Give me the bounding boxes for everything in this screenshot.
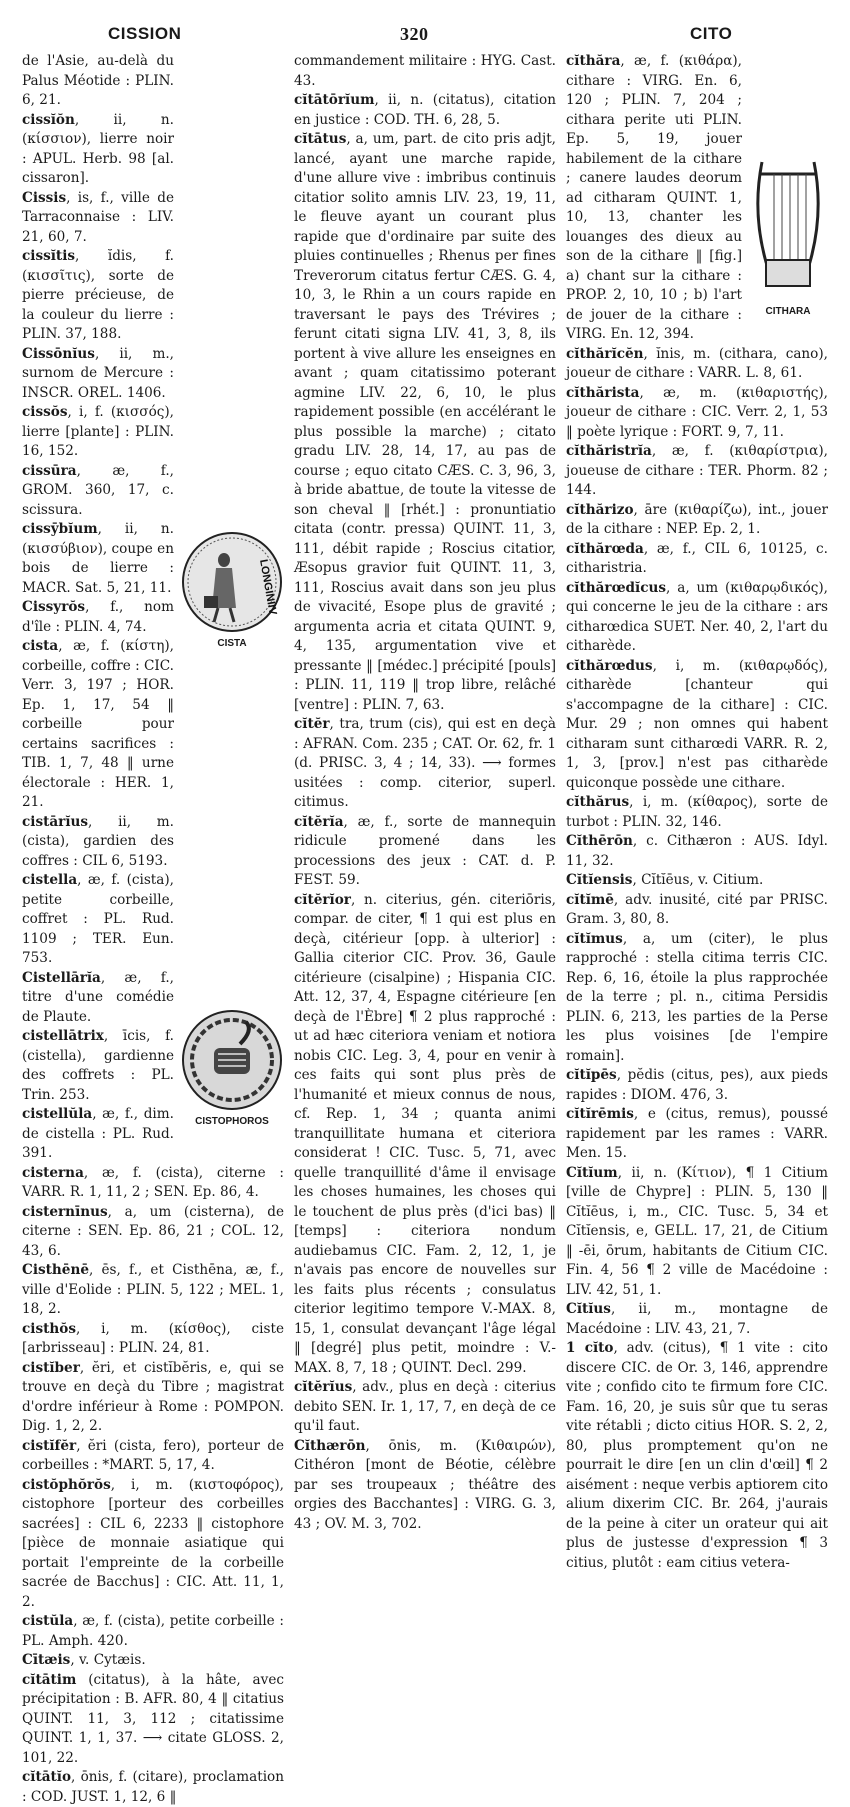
entry-headword: Cĭthærōn xyxy=(294,1437,366,1454)
dictionary-entry: cistellātrix, īcis, f. (cistella), gardienne des coffrets : PL. Trin. 253. xyxy=(22,1028,174,1103)
entry-headword: Cistellārĭa xyxy=(22,969,101,986)
dictionary-entry: de l'Asie, au-delà du Palus Méotide : PLIN. 6, 21. xyxy=(22,53,174,108)
dictionary-entry: cĭtĭmē, adv. inusité, cité par PRISC. Gram. 3, 80, 8. xyxy=(566,891,828,927)
dictionary-entry: Cisthēnē, ēs, f., et Cisthēna, æ, f., ville d'Eolide : PLIN. 5, 122 ; MEL. 1, 18, 2. xyxy=(22,1262,284,1317)
dictionary-entry: cissūra, æ, f., GROM. 360, 17, c. scissura. xyxy=(22,462,174,518)
dictionary-entry: cĭtātus, a, um, part. de cito pris adjt, lancé, ayant une marche rapide, d'une allure vive : imbribus continuis citatior solito amnis LIV. 23, 19, 11, le fleuve ayant un courant plus rapide que d'ordinaire par suite des pluies continuelles ; Rhenus per fines Treverorum citatus fertur CÆS. G. 4, 10, 3, le Rhin a un cours rapide en traversant le pays des Trévires ; ferunt citati signa LIV. 41, 3, 8, ils portent à vive allure les enseignes en avant ; quam citatissimo poterant agmine LIV. 22, 6, 10, le plus rapidement possible (en accélérant le plus possible la marche) ; citato gradu LIV. 28, 14, 17, au pas de course ; equo citato CÆS. C. 3, 96, 3, à bride abattue, de toute la vitesse de son cheval ‖ [rhét.] : pronuntiatio citata (contr. pressa) QUINT. 11, 3, 111, débit rapide ; Roscius citatior, Æsopus gravior fuit QUINT. 11, 3, 111, Roscius avait dans son jeu plus de vivacité, Esope plus de gravité ; argumenta acria et citata QUINT. 9, 4, 135, argumentation vive et pressante ‖ [médec.] précipité [pouls] : PLIN. 11, 119 ‖ trop libre, relâché [ventre] : PLIN. 7, 63. xyxy=(294,131,556,713)
entry-headword: cĭtĕr xyxy=(294,716,330,732)
entry-headword: Cisthēnē xyxy=(22,1262,89,1278)
coin-legend: LONGINIIV xyxy=(257,558,279,616)
entry-headword: cĭthărista xyxy=(566,384,640,401)
entry-headword: cissȳbĭum xyxy=(22,521,98,537)
dictionary-entry: cisternīnus, a, um (cisterna), de citerne : SEN. Ep. 86, 21 ; COL. 12, 43, 6. xyxy=(22,1203,284,1259)
dictionary-entry: Cissis, is, f., ville de Tarraconnaise : LIV. 21, 60, 7. xyxy=(22,189,174,245)
dictionary-entry: cĭthărœdus, i, m. (κιθαρῳδός), citharède [chanteur qui s'accompagne de la cithare] : CIC. Mur. 29 ; non omnes qui habent citharam sunt citharœdi VARR. R. 2, 1, 3, [prov.] n'est pas citharède quiconque possède une cithare. xyxy=(566,657,828,791)
entry-headword: cĭtĭpēs xyxy=(566,1067,617,1083)
entry-headword: cistārĭus xyxy=(22,813,89,830)
dictionary-entry: cistĭfĕr, ĕri (cista, fero), porteur de corbeilles : *MART. 5, 17, 4. xyxy=(22,1437,284,1473)
dictionary-entry: cĭthărizo, āre (κιθαρίζω), int., jouer de la cithare : NEP. Ep. 2, 1. xyxy=(566,501,828,537)
cistophoros-figure xyxy=(180,1008,284,1132)
cithara-figure xyxy=(748,152,828,322)
dictionary-entry: cĭthărĭcĕn, ĭnis, m. (cithara, cano), joueur de cithare : VARR. L. 8, 61. xyxy=(566,345,828,381)
entry-headword: cĭtĕrĭus xyxy=(294,1379,353,1395)
entry-headword: cissūra xyxy=(22,462,77,479)
dictionary-entry: cĭthărœda, æ, f., CIL 6, 10125, c. citharistria. xyxy=(566,540,828,576)
dictionary-entry: cisthŏs, i, m. (κίσθος), ciste [arbrisseau] : PLIN. 24, 81. xyxy=(22,1320,284,1356)
entry-headword: Cissyrŏs xyxy=(22,599,86,615)
entry-headword: Cĭthērōn xyxy=(566,833,633,849)
column-right xyxy=(566,52,828,1571)
cistophoros-coin-image xyxy=(180,1008,284,1112)
entry-headword: cĭtĭmus xyxy=(566,930,623,947)
dictionary-entry: cĭthărus, i, m. (κίθαρος), sorte de turbot : PLIN. 32, 146. xyxy=(566,794,828,830)
entry-headword: cissŏs xyxy=(22,404,68,420)
entry-headword: cĭthăristrĭa xyxy=(566,443,652,459)
entry-headword: cĭthărus xyxy=(566,794,630,810)
column-left xyxy=(22,52,284,1805)
entry-headword: 1 cĭto xyxy=(566,1340,614,1356)
dictionary-entry: Cĭtĭus, ii, m., montagne de Macédoine : LIV. 43, 21, 7. xyxy=(566,1301,828,1337)
entry-headword: cistŭla xyxy=(22,1613,74,1629)
dictionary-entry: cissŏs, i, f. (κισσός), lierre [plante] : PLIN. 16, 152. xyxy=(22,404,174,459)
dictionary-entry: Cītæis, v. Cytæis. xyxy=(22,1652,146,1668)
dictionary-entry: Cĭtĭensis, Cĭtĭēus, v. Citium. xyxy=(566,872,764,888)
dictionary-entry: cistĭber, ĕri, et cistĭbĕris, e, qui se trouve en deçà du Tibre ; magistrat d'ordre inférieur à Rome : POMPON. Dig. 1, 2, 2. xyxy=(22,1359,284,1434)
dictionary-entry: Cĭthērōn, c. Cithæron : AUS. Idyl. 11, 32. xyxy=(566,833,828,869)
entry-headword: cisterna xyxy=(22,1164,84,1181)
entry-headword: cista xyxy=(22,638,59,654)
entry-headword: cistŏphŏrŏs xyxy=(22,1476,111,1493)
entry-headword: cĭtātim xyxy=(22,1671,77,1688)
entry-headword: cĭthărœdus xyxy=(566,657,653,674)
dictionary-entry: Cĭtĭum, ii, n. (Κίτιον), ¶ 1 Citium [ville de Chypre] : PLIN. 5, 130 ‖ Cĭtĭēus, i, m., CIC. Tusc. 5, 34 et Cĭtĭensis, e, GELL. 17, 21, de Citium ‖ -ēi, ōrum, habitants de Citium CIC. Fin. 4, 56 ¶ 2 ville de Macédoine : LIV. 42, 51, 1. xyxy=(566,1164,828,1298)
entry-headword: cĭthărizo xyxy=(566,501,634,518)
entry-headword: cĭtĕrĭa xyxy=(294,813,344,830)
entry-headword: cistella xyxy=(22,872,78,888)
entry-headword: cisthŏs xyxy=(22,1320,76,1337)
page-number: 320 xyxy=(400,24,429,44)
dictionary-entry: cissĭtis, ĭdis, f. (κισσῖτις), sorte de pierre précieuse, de la couleur du lierre : PLIN. 37, 188. xyxy=(22,248,174,342)
dictionary-entry: Cissōnĭus, ii, m., surnom de Mercure : INSCR. OREL. 1406. xyxy=(22,345,174,401)
entry-headword: cĭthărĭcĕn xyxy=(566,345,644,362)
dictionary-entry: cistŭla, æ, f. (cista), petite corbeille : PL. Amph. 420. xyxy=(22,1613,284,1649)
dictionary-entry: cĭtĕrĭa, æ, f., sorte de mannequin ridicule promené dans les processions des jeux : CAT. d. P. FEST. 59. xyxy=(294,813,556,888)
columns xyxy=(22,52,828,1805)
dictionary-entry: cĭtĭmus, a, um (citer), le plus rapproché : stella citima terris CIC. Rep. 6, 16, étoile la plus rapprochée de la terre ; pl. n., citima Persidis PLIN. 6, 213, les parties de la Perse les plus voisines [de l'empire romain]. xyxy=(566,930,828,1064)
header-left-guideword: CISSION xyxy=(108,24,182,43)
dictionary-entry: cĭtātōrĭum, ii, n. (citatus), citation en justice : COD. TH. 6, 28, 5. xyxy=(294,92,556,128)
entry-headword: cĭtātus xyxy=(294,131,347,147)
entry-headword: Cītæis xyxy=(22,1652,71,1668)
dictionary-entry: cĭtĕr, tra, trum (cis), qui est en deçà : AFRAN. Com. 235 ; CAT. Or. 62, fr. 1 (d. PRISC. 3, 4 ; 14, 33). ⟶ formes usitées : comp. citerior, superl. citimus. xyxy=(294,716,556,810)
entry-headword: cĭtĭrēmis xyxy=(566,1106,634,1122)
entry-headword: cĭthărœda xyxy=(566,540,644,557)
dictionary-entry: cĭthăra, æ, f. (κιθάρα), cithare : VIRG. En. 6, 120 ; PLIN. 7, 204 ; cithara perite uti PLIN. Ep. 5, 19, jouer habilement de la cithare ; canere laudes deorum ad citharam QUINT. 1, 10, 13, chanter les louanges des dieux au son de la cithare ‖ [fig.] a) chant sur la cithare : PROP. 2, 10, 10 ; b) l'art de jouer de la cithare : VIRG. En. 12, 394. xyxy=(566,53,742,342)
entry-headword: Cissōnĭus xyxy=(22,345,95,362)
entry-headword: cĭthăra xyxy=(566,53,621,69)
dictionary-entry: cĭtĭpēs, pĕdis (citus, pes), aux pieds rapides : DIOM. 476, 3. xyxy=(566,1067,828,1103)
entry-headword: Cĭtĭus xyxy=(566,1301,611,1317)
dictionary-entry: cissȳbĭum, ii, n. (κισσύβιον), coupe en bois de lierre : MACR. Sat. 5, 21, 11. xyxy=(22,521,174,596)
entry-headword: cĭthărœdĭcus xyxy=(566,579,667,596)
dictionary-entry: commandement militaire : HYG. Cast. 43. xyxy=(294,53,556,89)
cithara-caption: CITHARA xyxy=(765,306,811,317)
header-right-guideword: CITO xyxy=(690,24,733,43)
entry-headword: cisternīnus xyxy=(22,1203,108,1220)
entry-headword: Cissis xyxy=(22,189,67,206)
dictionary-entry: cĭthăristrĭa, æ, f. (κιθαρίστρια), joueuse de cithare : TER. Phorm. 82 ; 144. xyxy=(566,443,828,498)
entry-headword: cĭtātĭo xyxy=(22,1769,72,1785)
dictionary-entry: Cĭthærōn, ōnis, m. (Κιθαιρών), Cithéron [mont de Béotie, célèbre par ses troupeaux ; théâtre des orgies des Bacchantes] : VIRG. G. 3, 43 ; OV. M. 3, 702. xyxy=(294,1437,556,1532)
entry-headword: cĭtĕrĭor xyxy=(294,891,351,908)
cithara-image xyxy=(748,152,828,302)
entry-headword: cistĭber xyxy=(22,1359,80,1376)
dictionary-entry: cissĭŏn, ii, n. (κίσσιον), lierre noir : APUL. Herb. 98 [al. cissaron]. xyxy=(22,111,174,186)
dictionary-entry: cĭtātĭo, ōnis, f. (citare), proclamation : COD. JUST. 1, 12, 6 ‖ xyxy=(22,1769,284,1805)
page-header xyxy=(22,18,828,52)
column-middle xyxy=(294,52,556,1532)
dictionary-entry: cĭtĕrĭor, n. citerius, gén. citeriōris, compar. de citer, ¶ 1 qui est plus en deçà, citérieur [opp. à ulterior] : Gallia citerior CIC. Prov. 36, Gaule citérieure (cisalpine) ; Hispania CIC. Att. 12, 37, 4, Espagne citérieure [en deçà de l'Èbre] ¶ 2 plus rapproché : ut ad hæc citeriora veniam et notiora nobis CIC. Leg. 3, 4, pour en venir à ces faits qui sont plus près de l'humanité et mieux connus de nous, cf. Rep. 1, 34 ; quanta animi tranquillitate humana et citeriora considerat ! CIC. Tusc. 5, 71, avec quelle tranquillité d'âme il envisage les choses humaines, les choses qui le touchent de plus près (d'ici bas) ‖ [temps] : citeriora nondum audiebamus CIC. Fam. 2, 12, 1, je n'avais pas encore de nouvelles sur les faits plus récents ; consulatus citerior legitimo tempore V.-MAX. 8, 15, 1, consulat devançant l'âge légal ‖ [degré] plus petit, moindre : V.-MAX. 8, 7, 18 ; QUINT. Decl. 299. xyxy=(294,891,556,1376)
dictionary-entry: cistārĭus, ii, m. (cista), gardien des coffres : CIL 6, 5193. xyxy=(22,813,174,869)
cista-figure xyxy=(180,530,284,654)
dictionary-entry: cĭtĭrēmis, e (citus, remus), poussé rapidement par les rames : VARR. Men. 15. xyxy=(566,1106,828,1161)
entry-headword: cissĭŏn xyxy=(22,111,75,128)
entry-headword: cistĭfĕr xyxy=(22,1437,77,1454)
dictionary-entry: cistŏphŏrŏs, i, m. (κιστοφόρος), cistophore [porteur des corbeilles sacrées] : CIL 6, 2233 ‖ cistophore [pièce de monnaie asiatique qui portait l'empreinte de la corbeille sacrée de Bacchus] : CIC. Att. 11, 1, 2. xyxy=(22,1476,284,1610)
dictionary-entry: cĭtĕrĭus, adv., plus en deçà : citerius debito SEN. Ir. 1, 17, 7, en deçà de ce qu'il faut. xyxy=(294,1379,556,1434)
cista-coin-image xyxy=(180,530,284,634)
entry-headword: Cĭtĭensis xyxy=(566,872,633,888)
dictionary-entry: 1 cĭto, adv. (citus), ¶ 1 vite : cito discere CIC. de Or. 3, 146, apprendre vite ; confido cito te firmum fore CIC. Fam. 16, 20, je suis sûr que tu seras vite rétabli ; dicto citius HOR. S. 2, 2, 80, plus promptement qu'on ne pourrait le dire [en un clin d'œil] ¶ 2 aisément : neque verbis aptiorem cito alium dixerim CIC. Br. 264, j'aurais de la peine à citer un orateur qui ait plus de justesse d'expression ¶ 3 citius, plutôt : eam citius vetera- xyxy=(566,1340,828,1571)
cistophoros-caption: CISTOPHOROS xyxy=(195,1115,269,1127)
entry-headword: cistellŭla xyxy=(22,1106,93,1122)
dictionary-entry: cĭthărœdĭcus, a, um (κιθαρῳδικός), qui concerne le jeu de la cithare : ars citharœdica SUET. Ner. 40, 2, l'art du citharède. xyxy=(566,579,828,654)
dictionary-entry: cisterna, æ, f. (cista), citerne : VARR. R. 1, 11, 2 ; SEN. Ep. 86, 4. xyxy=(22,1164,284,1200)
dictionary-entry: cĭtātim (citatus), à la hâte, avec précipitation : B. AFR. 80, 4 ‖ citatius QUINT. 11, 3, 112 ; citatissime QUINT. 1, 1, 37. ⟶ citate GLOSS. 2, 101, 22. xyxy=(22,1671,284,1766)
entry-headword: Cĭtĭum xyxy=(566,1164,618,1181)
entry-headword: cistellātrix xyxy=(22,1028,104,1044)
dictionary-entry: cĭthărista, æ, m. (κιθαριστής), joueur de cithare : CIC. Verr. 2, 1, 53 ‖ poète lyrique : FORT. 9, 7, 11. xyxy=(566,384,828,440)
dictionary-entry: cistellŭla, æ, f., dim. de cistella : PL. Rud. 391. xyxy=(22,1106,174,1161)
dictionary-entry: Cistellārĭa, æ, f., titre d'une comédie de Plaute. xyxy=(22,969,174,1025)
dictionary-entry: cistella, æ, f. (cista), petite corbeille, coffret : PL. Rud. 1109 ; TER. Eun. 753. xyxy=(22,872,174,966)
entry-headword: cĭtĭmē xyxy=(566,891,614,908)
cista-caption: CISTA xyxy=(217,638,247,649)
entry-headword: cĭtātōrĭum xyxy=(294,92,375,108)
dictionary-entry: Cissyrŏs, f., nom d'île : PLIN. 4, 74. xyxy=(22,599,174,635)
entry-headword: cissĭtis xyxy=(22,248,76,264)
dictionary-entry: cista, æ, f. (κίστη), corbeille, coffre : CIC. Verr. 3, 197 ; HOR. Ep. 1, 17, 54 ‖ corbeille pour certains sacrifices : TIB. 1, 7, 48 ‖ urne électorale : HER. 1, 21. xyxy=(22,638,175,810)
